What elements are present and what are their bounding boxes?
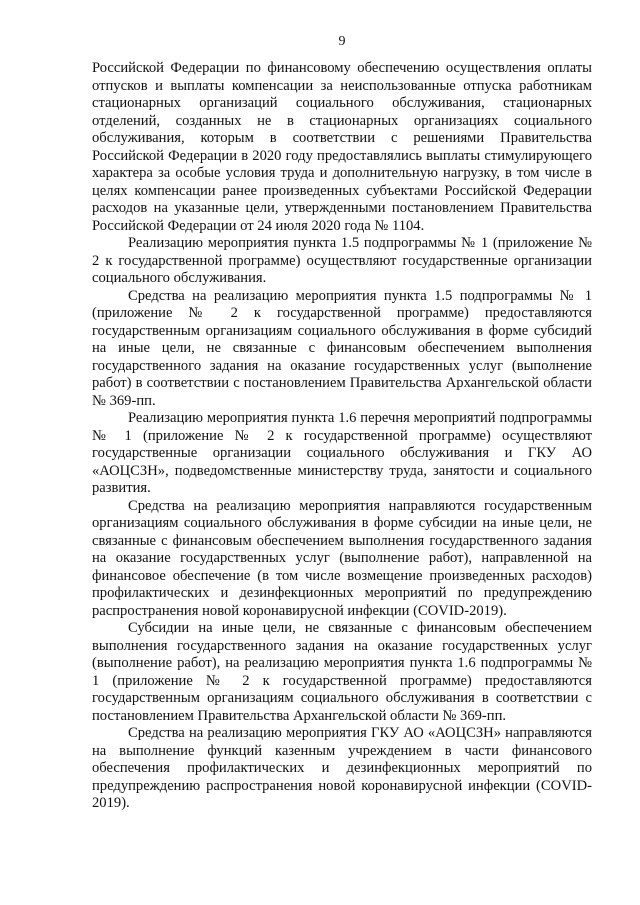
page-number: 9 xyxy=(338,34,346,49)
paragraph: Реализацию мероприятия пункта 1.5 подпрограммы № 1 (приложение № 2 к государственной программе) осуществляют государственные организации социального обслуживания. xyxy=(92,235,592,286)
paragraph: Средства на реализацию мероприятия ГКУ АО «АОЦСЗН» направляются на выполнение функций казенным учреждением в части финансового обеспечения профилактических и дезинфекционных мероприятий по предупреждению распространения новой коронавирусной инфекции (COVID-2019). xyxy=(92,725,592,811)
paragraph: Реализацию мероприятия пункта 1.6 перечня мероприятий подпрограммы № 1 (приложение № 2 к государственной программе) осуществляют государственные организации социального обслуживания и ГКУ АО «АОЦСЗН», подведомственные министерству труда, занятости и социального развития. xyxy=(92,410,592,496)
paragraph: Средства на реализацию мероприятия пункта 1.5 подпрограммы № 1 (приложение № 2 к государственной программе) предоставляются государственным организациям социального обслуживания в форме субсидий на иные цели, не связанные с финансовым обеспечением выполнения государственного задания на оказание государственных услуг (выполнение работ) в соответствии с постановлением Правительства Архангельской области № 369-пп. xyxy=(92,287,592,409)
paragraph: Субсидии на иные цели, не связанные с финансовым обеспечением выполнения государственного задания на оказание государственных услуг (выполнение работ), на реализацию мероприятия пункта 1.6 подпрограммы № 1 (приложение № 2 к государственной программе) предоставляются государственным организациям социального обслуживания в соответствии с постановлением Правительства Архангельской области № 369-пп. xyxy=(92,620,592,724)
paragraph-continuation: Российской Федерации по финансовому обеспечению осуществления оплаты отпусков и выплаты компенсации за неиспользованные отпуска работникам стационарных организаций социального обслуживания, стационарных отделений, созданных не в стационарных организациях социального обслуживания, которым в соответствии с решениями Правительства Российской Федерации в 2020 году предоставлялись выплаты стимулирующего характера за особые условия труда и дополнительную нагрузку, в том числе в целях компенсации ранее произведенных субъектами Российской Федерации расходов на указанные цели, утвержденными постановлением Правительства Российской Федерации от 24 июля 2020 года № 1104. xyxy=(92,60,592,234)
paragraph: Средства на реализацию мероприятия направляются государственным организациям социального обслуживания в форме субсидии на иные цели, не связанные с финансовым обеспечением выполнения государственного задания на оказание государственных услуг (выполнение работ), направленной на финансовое обеспечение (в том числе возмещение произведенных расходов) профилактических и дезинфекционных мероприятий по предупреждению распространения новой коронавирусной инфекции (COVID-2019). xyxy=(92,497,592,619)
